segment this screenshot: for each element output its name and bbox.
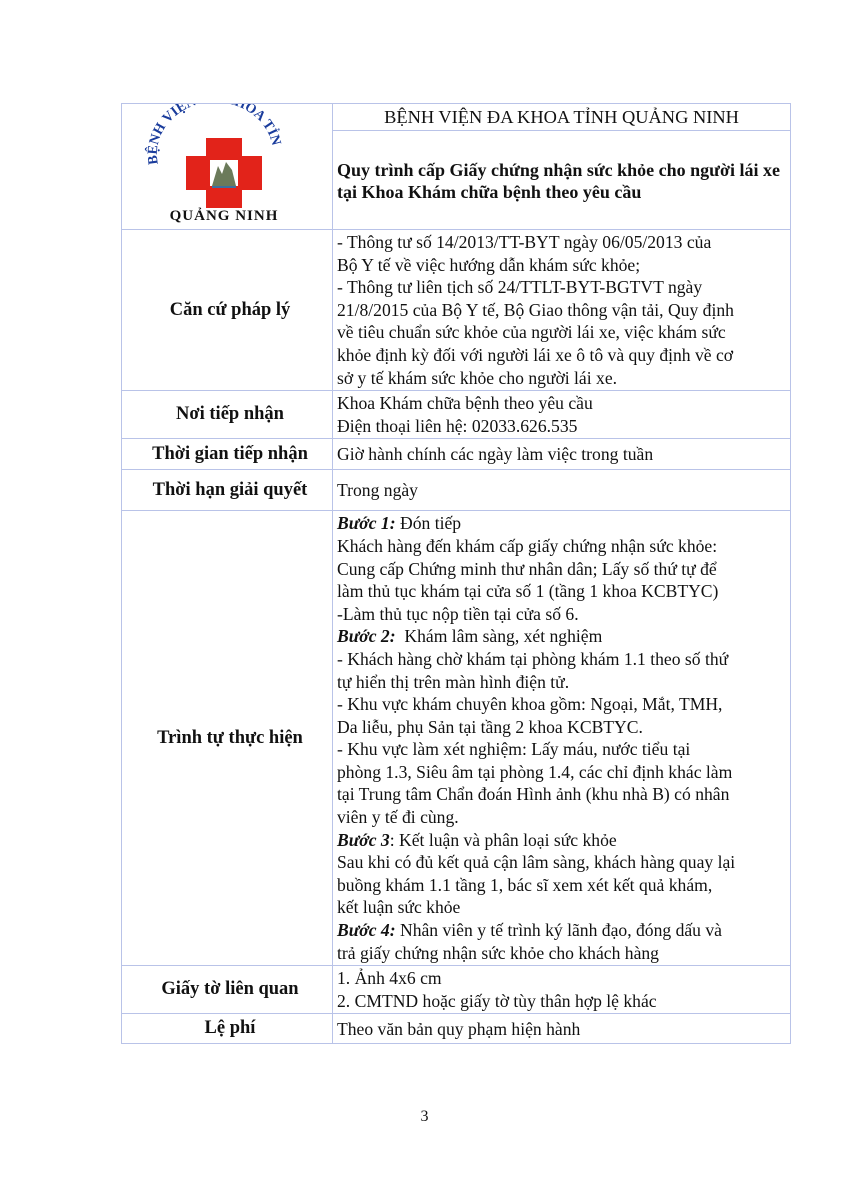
text-line: viên y tế đi cùng. (337, 807, 459, 828)
step-4-heading: Bước 4: Nhân viên y tế trình ký lãnh đạo, đóng dấu và (337, 920, 722, 941)
legal-basis-label: Căn cứ pháp lý (122, 230, 333, 391)
step-2-heading: Bước 2: Khám lâm sàng, xét nghiệm (337, 626, 603, 647)
text-line: Điện thoại liên hệ: 02033.626.535 (337, 415, 578, 436)
place-label: Nơi tiếp nhận (122, 391, 333, 439)
time-label: Thời gian tiếp nhận (122, 439, 333, 470)
text-line: về tiêu chuẩn sức khỏe của người lái xe, việc khám sức (337, 322, 726, 343)
row-procedure (122, 511, 791, 966)
documents-content (333, 966, 791, 1014)
row-fee (122, 1014, 791, 1044)
documents-label: Giấy tờ liên quan (122, 966, 333, 1014)
text-line: Khoa Khám chữa bệnh theo yêu cầu (337, 393, 593, 414)
place-content (333, 391, 791, 439)
header-row (122, 104, 791, 230)
text-line: tại Trung tâm Chẩn đoán Hình ảnh (khu nhà B) có nhân (337, 784, 730, 805)
text-line: buồng khám 1.1 tầng 1, bác sĩ xem xét kết quả khám, (337, 874, 713, 895)
text-line: tự hiển thị trên màn hình điện tử. (337, 671, 570, 692)
time-value: Giờ hành chính các ngày làm việc trong tuần (333, 439, 791, 470)
step-3-heading: Bước 3: Kết luận và phân loại sức khỏe (337, 829, 617, 850)
text-line: sở y tế khám sức khỏe cho người lái xe. (337, 367, 618, 388)
logo-cell (122, 104, 333, 230)
text-line: - Khách hàng chờ khám tại phòng khám 1.1 theo số thứ (337, 648, 729, 669)
procedure-content (333, 511, 791, 966)
logo-bottom-text: QUẢNG NINH (169, 208, 279, 224)
procedure-table (121, 103, 791, 1044)
page-number: 3 (420, 1108, 429, 1125)
text-line: 21/8/2015 của Bộ Y tế, Bộ Giao thông vận tải, Quy định (337, 299, 734, 320)
text-line: Sau khi có đủ kết quả cận lâm sàng, khách hàng quay lại (337, 852, 736, 873)
text-line: 1. Ảnh 4x6 cm (337, 968, 442, 989)
row-place (122, 391, 791, 439)
text-line: - Thông tư số 14/2013/TT-BYT ngày 06/05/2013 của (337, 232, 712, 252)
text-line: trả giấy chứng nhận sức khỏe cho khách hàng (337, 942, 659, 963)
hospital-name: BỆNH VIỆN ĐA KHOA TỈNH QUẢNG NINH (333, 104, 790, 131)
text-line: làm thủ tục khám tại cửa số 1 (tầng 1 khoa KCBTYC) (337, 581, 719, 602)
row-deadline (122, 470, 791, 511)
row-documents (122, 966, 791, 1014)
fee-label: Lệ phí (122, 1014, 333, 1044)
row-time (122, 439, 791, 470)
deadline-label: Thời hạn giải quyết (122, 470, 333, 511)
hospital-logo (122, 104, 332, 229)
document-title: Quy trình cấp Giấy chứng nhận sức khỏe cho người lái xe tại Khoa Khám chữa bệnh theo yêu cầu (337, 160, 780, 202)
step-1-heading: Bước 1: Đón tiếp (337, 513, 462, 534)
legal-basis-content (333, 230, 791, 391)
text-line: Khách hàng đến khám cấp giấy chứng nhận sức khỏe: (337, 535, 718, 556)
text-line: - Khu vực làm xét nghiệm: Lấy máu, nước tiểu tại (337, 739, 691, 760)
fee-value: Theo văn bản quy phạm hiện hành (333, 1014, 791, 1044)
deadline-value: Trong ngày (333, 470, 791, 511)
text-line: - Thông tư liên tịch số 24/TTLT-BYT-BGTVT ngày (337, 277, 703, 298)
text-line: -Làm thủ tục nộp tiền tại cửa số 6. (337, 603, 579, 624)
text-line: kết luận sức khỏe (337, 897, 461, 918)
row-legal-basis (122, 230, 791, 391)
logo-arc-text: BỆNH VIỆ OA TỈN (145, 104, 284, 166)
title-cell (333, 104, 791, 230)
procedure-label: Trình tự thực hiện (122, 511, 333, 966)
text-line: Da liễu, phụ Sản tại tầng 2 khoa KCBTYC. (337, 716, 643, 737)
text-line: phòng 1.3, Siêu âm tại phòng 1.4, các chỉ định khác làm (337, 761, 733, 782)
text-line: Bộ Y tế về việc hướng dẫn khám sức khỏe; (337, 254, 641, 275)
text-line: khỏe định kỳ đối với người lái xe ô tô và quy định về cơ (337, 344, 734, 365)
text-line: Cung cấp Chứng minh thư nhân dân; Lấy số thứ tự để (337, 558, 717, 579)
text-line: - Khu vực khám chuyên khoa gồm: Ngoại, Mắt, TMH, (337, 694, 723, 715)
text-line: 2. CMTND hoặc giấy tờ tùy thân hợp lệ khác (337, 990, 657, 1011)
